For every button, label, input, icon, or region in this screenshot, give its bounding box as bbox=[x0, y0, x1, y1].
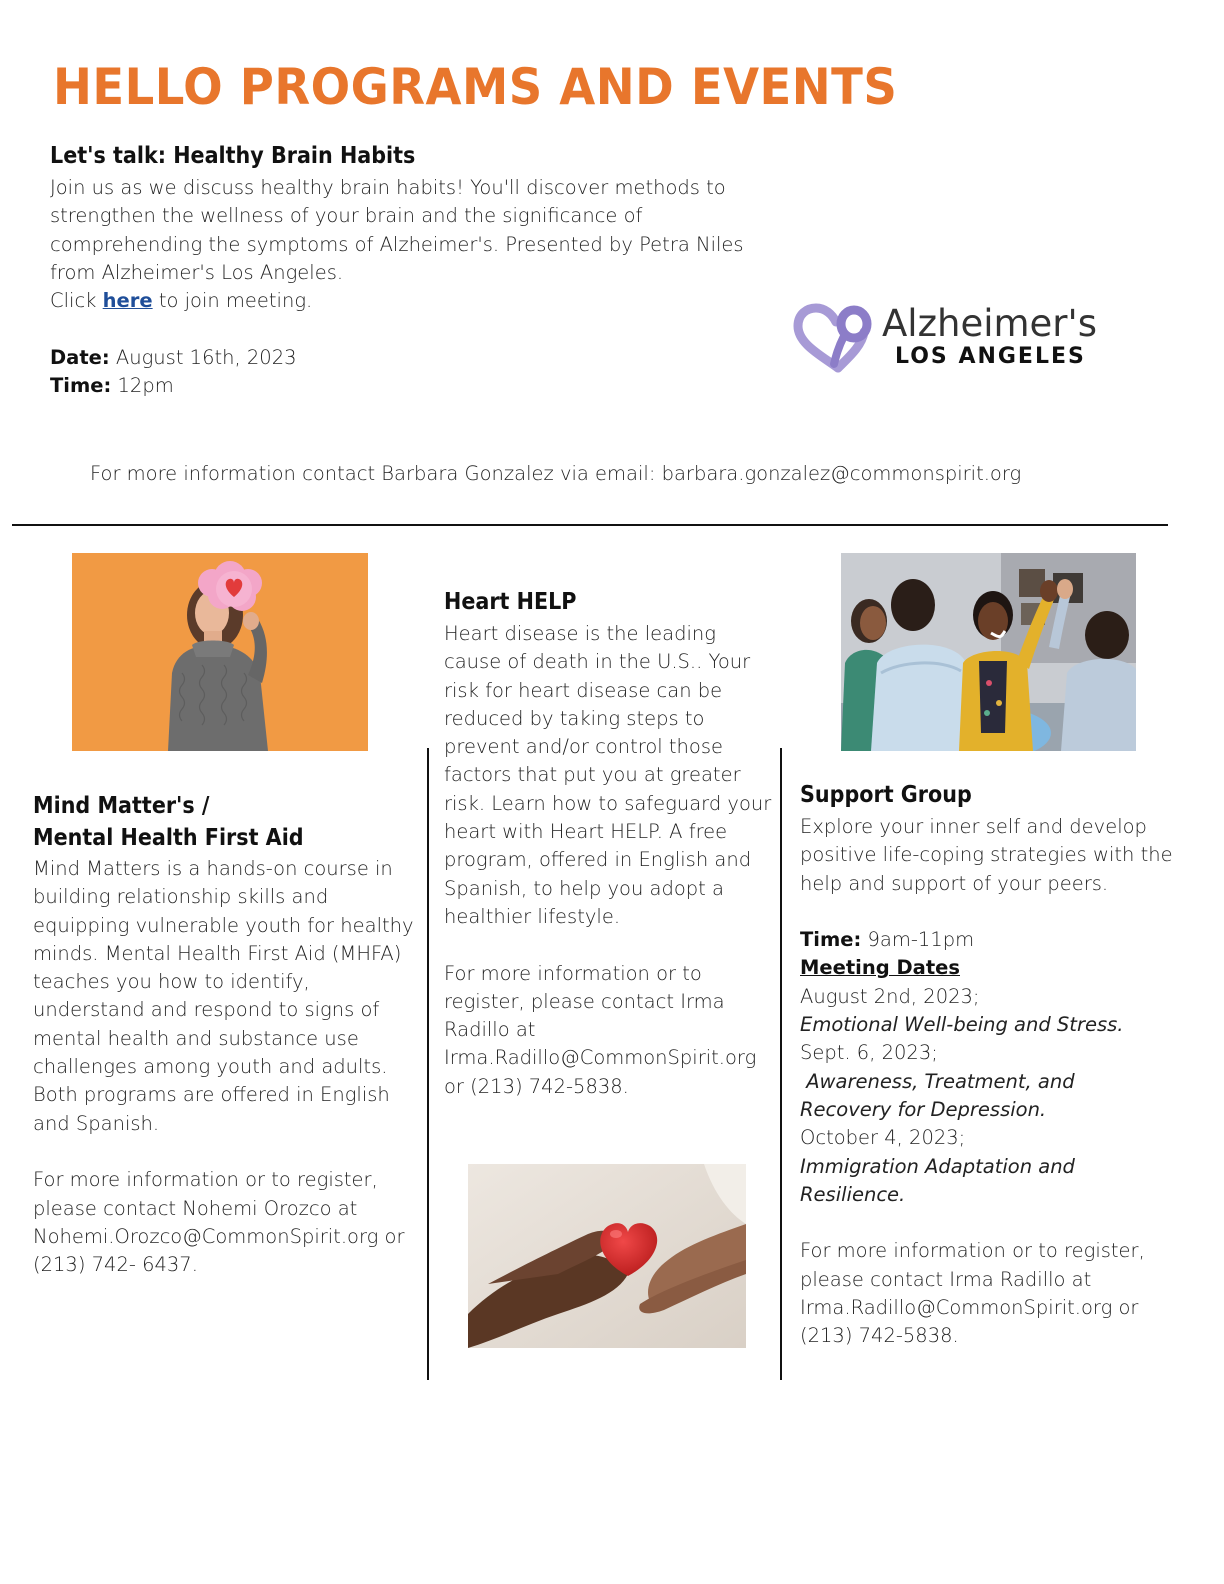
mind-matters-title-line2: Mental Health First Aid bbox=[33, 825, 304, 851]
mind-matters-contact: For more information or to register, please contact Nohemi Orozco at Nohemi.Orozco@CommonSpirit.org or (213) 742- 6437. bbox=[33, 1168, 405, 1277]
support-group-title: Support Group bbox=[800, 782, 972, 808]
meeting-topic: Awareness, Treatment, and Recovery for Depression. bbox=[800, 1069, 1081, 1121]
click-suffix: to join meeting. bbox=[152, 289, 313, 313]
mind-matters-title bbox=[33, 790, 334, 854]
support-time-label: Time: bbox=[800, 928, 862, 952]
column-divider-right bbox=[780, 748, 782, 1380]
heart-help-details bbox=[444, 620, 774, 1101]
meeting-date: Sept. 6, 2023; bbox=[800, 1041, 938, 1065]
time-value: 12pm bbox=[111, 374, 174, 398]
time-label: Time: bbox=[50, 374, 112, 398]
meeting-dates-heading bbox=[800, 954, 1200, 982]
date-value: August 16th, 2023 bbox=[109, 345, 297, 369]
support-group-details bbox=[800, 813, 1200, 1351]
date-label: Date: bbox=[50, 345, 110, 369]
support-group-photo bbox=[841, 553, 1136, 751]
meeting-date: October 4, 2023; bbox=[800, 1126, 966, 1150]
heart-help-description: Heart disease is the leading cause of death in the U.S.. Your risk for heart disease can be reduced by taking steps to prevent and/or control those factors that put you at greater risk. Learn how to safeguard your heart with Heart HELP. A free program, offered in English and Spanish, to help you adopt a healthier lifestyle. bbox=[444, 622, 772, 928]
intro-contact: For more information contact Barbara Gonzalez via email: barbara.gonzalez@commonspirit.org bbox=[90, 462, 1022, 485]
heart-hands-photo bbox=[468, 1164, 746, 1348]
mind-matters-title-line1: Mind Matter's / bbox=[33, 793, 210, 819]
heart-ribbon-icon bbox=[792, 300, 884, 375]
support-group-contact: For more information or to register, please contact Irma Radillo at Irma.Radillo@CommonSpirit.org or (213) 742-5838. bbox=[800, 1239, 1145, 1348]
column-divider-left bbox=[427, 748, 429, 1380]
event-title: Let's talk: Healthy Brain Habits bbox=[50, 143, 416, 169]
support-group-description: Explore your inner self and develop positive life-coping strategies with the help and support of your peers. bbox=[800, 815, 1173, 895]
meeting-dates-label: Meeting Dates bbox=[800, 956, 960, 980]
join-meeting-link[interactable]: here bbox=[102, 289, 153, 313]
mind-matters-description: Mind Matters is a hands-on course in building relationship skills and equipping vulnerable youth for healthy minds. Mental Health First Aid (MHFA) teaches you how to identify, understand and respond to signs of mental health and substance use challenges among youth and adults. bbox=[33, 857, 414, 1079]
section-divider bbox=[12, 524, 1168, 526]
meeting-date: August 2nd, 2023; bbox=[800, 984, 980, 1008]
meeting-topic: Immigration Adaptation and Resilience. bbox=[800, 1154, 1075, 1206]
event-description: Join us as we discuss healthy brain habits! You'll discover methods to strengthen the wellness of your brain and the significance of comprehending the symptoms of Alzheimer's. Presented by Petra Niles from Alzheimer's Los Angeles. bbox=[50, 176, 744, 284]
mind-matters-photo bbox=[72, 553, 368, 751]
mind-matters-details bbox=[33, 855, 423, 1279]
logo-wordmark: Alzheimer's bbox=[882, 302, 1097, 345]
heart-help-title: Heart HELP bbox=[444, 589, 577, 615]
event-details bbox=[50, 174, 790, 400]
mind-matters-languages: Both programs are offered in English and Spanish. bbox=[33, 1083, 390, 1135]
click-prefix: Click bbox=[50, 289, 97, 313]
logo-subtitle: LOS ANGELES bbox=[895, 344, 1086, 369]
page-title: HELLO PROGRAMS AND EVENTS bbox=[53, 58, 898, 116]
event-time bbox=[50, 372, 790, 400]
meeting-topic: Emotional Well-being and Stress. bbox=[800, 1013, 1124, 1037]
support-time-value: 9am-11pm bbox=[861, 928, 975, 952]
heart-help-contact: For more information or to register, please contact Irma Radillo at Irma.Radillo@CommonSpirit.org or (213) 742-5838. bbox=[444, 961, 757, 1098]
support-group-time bbox=[800, 926, 1200, 954]
event-date bbox=[50, 344, 790, 372]
join-line bbox=[50, 287, 790, 315]
